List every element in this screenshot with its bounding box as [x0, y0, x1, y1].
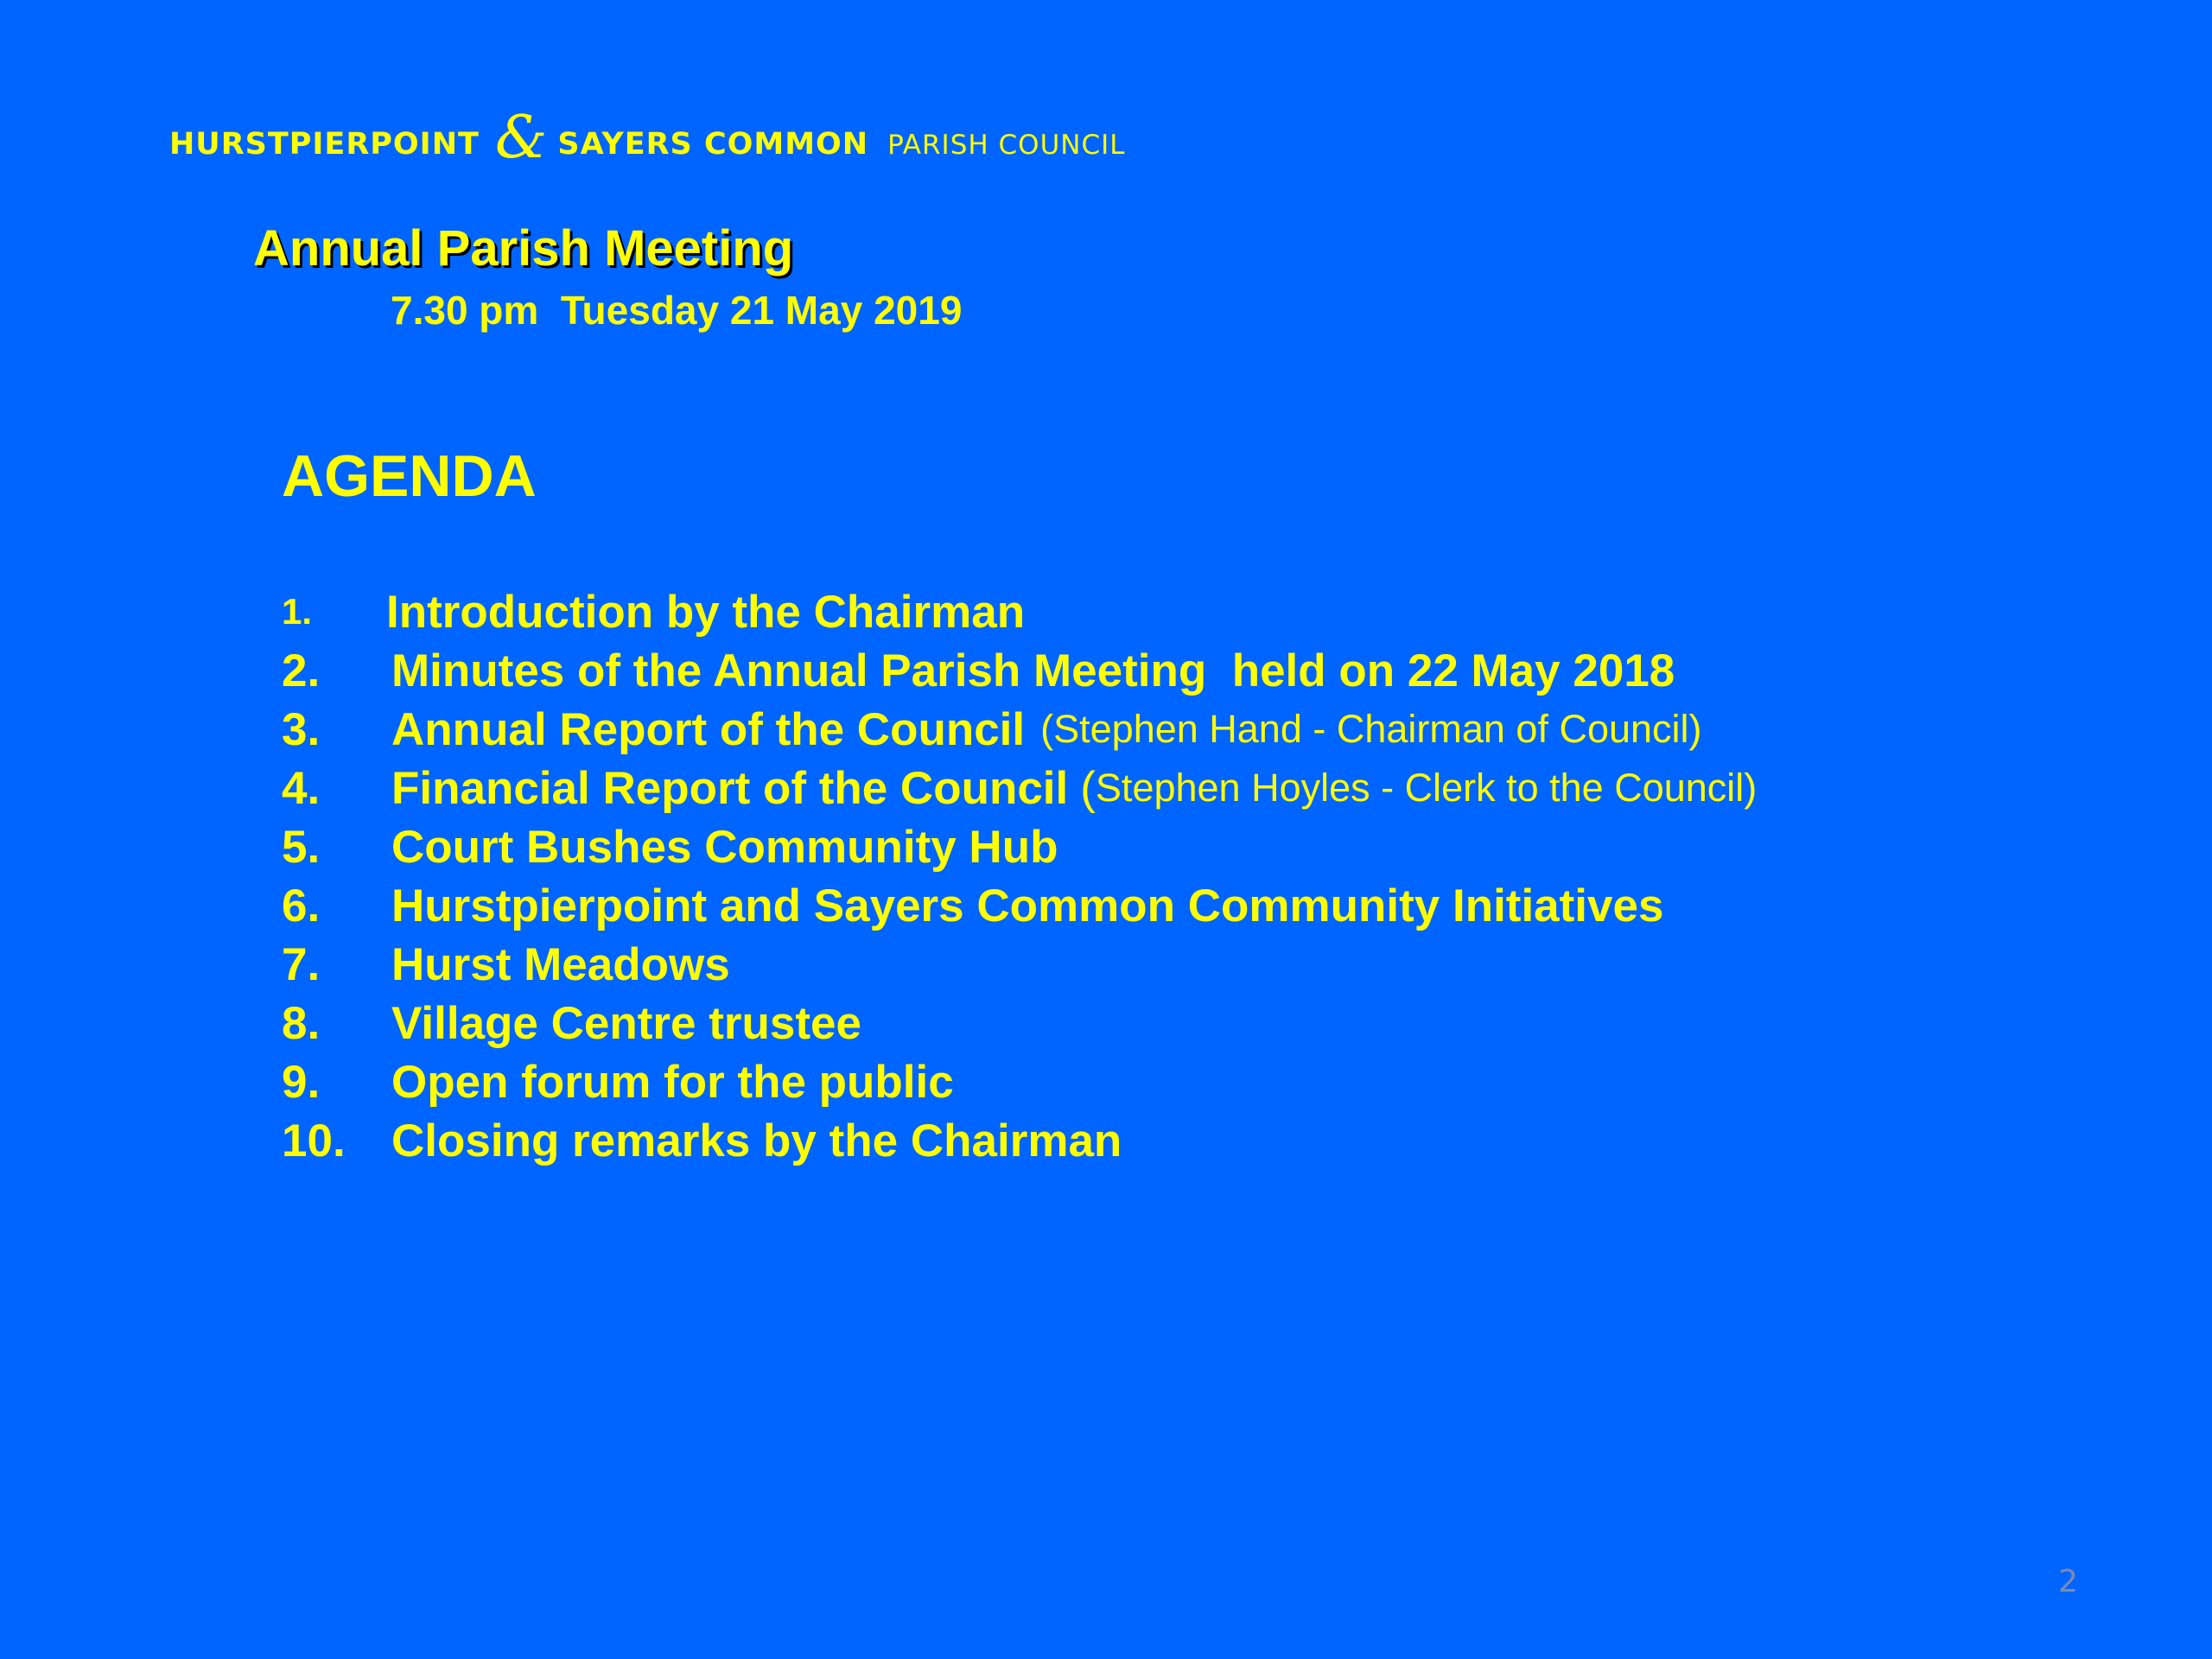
- agenda-heading: AGENDA: [282, 443, 537, 509]
- agenda-item-7: [282, 935, 1757, 994]
- agenda-item-10: [282, 1111, 1757, 1170]
- agenda-item-number: 7.: [282, 938, 321, 990]
- agenda-item-number: 4.: [282, 762, 321, 814]
- brand-ampersand: &: [494, 104, 548, 172]
- agenda-item-title: Annual Report of the Council: [391, 703, 1026, 755]
- agenda-item-note-paren: (: [1040, 707, 1054, 751]
- agenda-item-6: [282, 876, 1757, 935]
- agenda-item-title: Minutes of the Annual Parish Meeting held on 22 May 2018: [391, 645, 1675, 696]
- agenda-item-title: Court Bushes Community Hub: [391, 821, 1058, 873]
- agenda-item-note: Stephen Hand - Chairman of Council): [1053, 707, 1702, 751]
- agenda-item-1: [282, 582, 1757, 641]
- agenda-item-note: Stephen Hoyles - Clerk to the Council): [1095, 766, 1758, 810]
- brand-name-right: SAYERS COMMON: [557, 127, 869, 162]
- agenda-item-title: Open forum for the public: [391, 1056, 954, 1108]
- agenda-item-2: [282, 641, 1757, 700]
- agenda-item-title: Introduction by the Chairman: [386, 586, 1026, 638]
- agenda-item-number: 10.: [282, 1115, 346, 1166]
- agenda-item-title: Financial Report of the Council: [391, 762, 1069, 814]
- agenda-item-number: 3.: [282, 703, 321, 755]
- agenda-item-number: 2.: [282, 645, 321, 696]
- agenda-item-number: 6.: [282, 880, 321, 931]
- agenda-item-5: [282, 817, 1757, 876]
- council-brand-header: [169, 104, 1126, 172]
- page-number: 2: [2058, 1564, 2078, 1599]
- agenda-item-number: 9.: [282, 1056, 321, 1108]
- agenda-item-title: Closing remarks by the Chairman: [391, 1115, 1122, 1166]
- agenda-item-number: 8.: [282, 997, 321, 1049]
- brand-suffix: PARISH COUNCIL: [887, 130, 1126, 161]
- agenda-item-number: 5.: [282, 821, 321, 873]
- agenda-item-8: [282, 994, 1757, 1052]
- agenda-item-3: [282, 700, 1757, 759]
- meeting-title: Annual Parish Meeting: [253, 220, 794, 276]
- agenda-item-title: Hurstpierpoint and Sayers Common Community Initiatives: [391, 880, 1664, 931]
- meeting-date-time: 7.30 pm Tuesday 21 May 2019: [391, 288, 963, 333]
- agenda-list: [282, 582, 1757, 1170]
- agenda-item-9: [282, 1052, 1757, 1111]
- brand-name-left: HURSTPIERPOINT: [169, 127, 480, 162]
- agenda-item-note-paren: (: [1080, 762, 1096, 814]
- agenda-item-4: [282, 759, 1757, 817]
- agenda-item-number: 1.: [282, 591, 313, 632]
- agenda-item-title: Hurst Meadows: [391, 938, 730, 990]
- agenda-item-title: Village Centre trustee: [391, 997, 861, 1049]
